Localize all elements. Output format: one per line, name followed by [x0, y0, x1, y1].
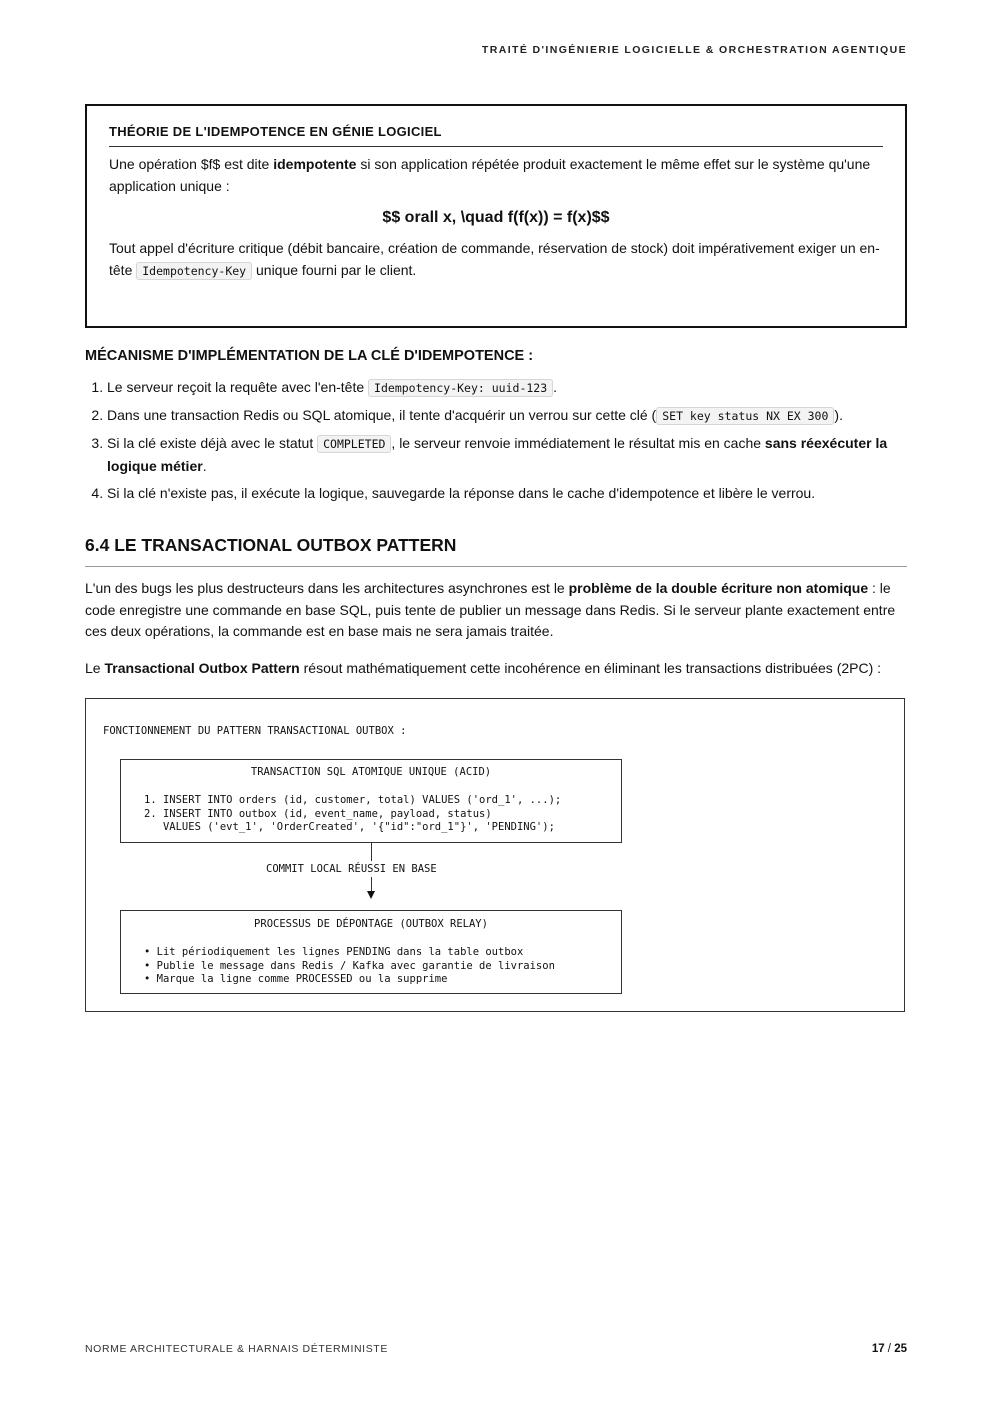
- text-run: Une opération $f$ est dite: [109, 156, 274, 172]
- theory-title: THÉORIE DE L'IDEMPOTENCE EN GÉNIE LOGICIEL: [109, 124, 883, 147]
- text-run: ).: [834, 407, 843, 423]
- connector-line-upper: [371, 843, 372, 861]
- text-run: : le code enregistre une commande en base SQL, puis tente de publier un message dans Redis. Si le serveur plante exactement entre ces deux opérations, la commande est en base mais ne sera jamais traitée.: [85, 580, 896, 639]
- theory-requirement: [109, 237, 883, 282]
- outbox-solution-paragraph: [85, 658, 907, 680]
- relay-step-mark: • Marque la ligne comme PROCESSED ou la supprime: [144, 973, 448, 985]
- outbox-diagram-block: [85, 698, 905, 1012]
- mechanism-heading: MÉCANISME D'IMPLÉMENTATION DE LA CLÉ D'IDEMPOTENCE :: [85, 348, 534, 364]
- text-run: Le: [85, 660, 105, 676]
- section-heading: 6.4 LE TRANSACTIONAL OUTBOX PATTERN: [85, 535, 907, 567]
- list-item: [107, 404, 929, 427]
- text-run: Tout appel d'écriture critique (débit bancaire, création de commande, réservation de stock) doit impérativement exiger un en-tête: [109, 240, 880, 278]
- text-run: si son application répétée produit exactement le même effet sur le système qu'une application unique :: [109, 156, 871, 194]
- idempotence-formula: $$ orall x, \quad f(f(x)) = f(x)$$: [382, 209, 610, 226]
- text-run: unique fourni par le client.: [252, 262, 417, 278]
- inline-code: SET key status NX EX 300: [656, 407, 834, 425]
- sql-insert-outbox: 2. INSERT INTO outbox (id, event_name, payload, status): [144, 808, 492, 820]
- mechanism-steps-list: [85, 376, 929, 509]
- text-run: , le serveur renvoie immédiatement le résultat mis en cache: [391, 435, 765, 451]
- page-separator: /: [884, 1343, 895, 1355]
- page-number: [872, 1343, 907, 1355]
- sql-insert-orders: 1. INSERT INTO orders (id, customer, total) VALUES ('ord_1', ...);: [144, 794, 562, 806]
- inline-code: COMPLETED: [317, 435, 391, 453]
- text-run: .: [202, 458, 207, 474]
- list-item: [107, 376, 929, 399]
- text-run: résout mathématiquement cette incohérence en éliminant les transactions distribuées (2PC) :: [299, 660, 882, 676]
- outbox-problem-paragraph: [85, 578, 907, 643]
- running-header: TRAITÉ D'INGÉNIERIE LOGICIELLE & ORCHESTRATION AGENTIQUE: [481, 44, 907, 56]
- relay-step-publish: • Publie le message dans Redis / Kafka avec garantie de livraison: [144, 960, 555, 972]
- emphasis-term: idempotente: [273, 156, 357, 172]
- text-run: L'un des bugs les plus destructeurs dans les architectures asynchrones est le: [85, 580, 569, 596]
- text-run: Si la clé n'existe pas, il exécute la logique, sauvegarde la réponse dans le cache d'idempotence et libère le verrou.: [107, 485, 816, 501]
- emphasis-term: sans réexécuter la logique métier: [107, 435, 888, 474]
- outbox-relay-title: PROCESSUS DE DÉPONTAGE (OUTBOX RELAY): [254, 918, 488, 930]
- list-item: [107, 482, 929, 504]
- page-total: 25: [894, 1343, 907, 1355]
- connector-line-lower: [371, 877, 372, 891]
- list-item: [107, 432, 929, 477]
- commit-label: COMMIT LOCAL RÉUSSI EN BASE: [266, 863, 437, 875]
- footer-document-title: NORME ARCHITECTURALE & HARNAIS DÉTERMINISTE: [85, 1343, 388, 1355]
- inline-code: Idempotency-Key: uuid-123: [368, 379, 553, 397]
- theory-callout-box: [85, 104, 907, 328]
- down-arrow-icon: [367, 891, 375, 899]
- emphasis-term: Transactional Outbox Pattern: [104, 660, 300, 676]
- diagram-title: FONCTIONNEMENT DU PATTERN TRANSACTIONAL OUTBOX :: [103, 725, 407, 737]
- text-run: Si la clé existe déjà avec le statut: [107, 435, 318, 451]
- inline-code: Idempotency-Key: [136, 262, 252, 280]
- emphasis-term: problème de la double écriture non atomique: [568, 580, 869, 596]
- text-run: Le serveur reçoit la requête avec l'en-tête: [107, 379, 369, 395]
- page-current: 17: [871, 1343, 885, 1355]
- sql-outbox-values: VALUES ('evt_1', 'OrderCreated', '{"id":"ord_1"}', 'PENDING');: [144, 821, 555, 833]
- text-run: Dans une transaction Redis ou SQL atomique, il tente d'acquérir un verrou sur cette clé (: [107, 407, 657, 423]
- theory-definition: [109, 153, 883, 197]
- sql-transaction-title: TRANSACTION SQL ATOMIQUE UNIQUE (ACID): [250, 766, 492, 778]
- relay-step-read: • Lit périodiquement les lignes PENDING dans la table outbox: [144, 946, 524, 958]
- text-run: .: [553, 379, 558, 395]
